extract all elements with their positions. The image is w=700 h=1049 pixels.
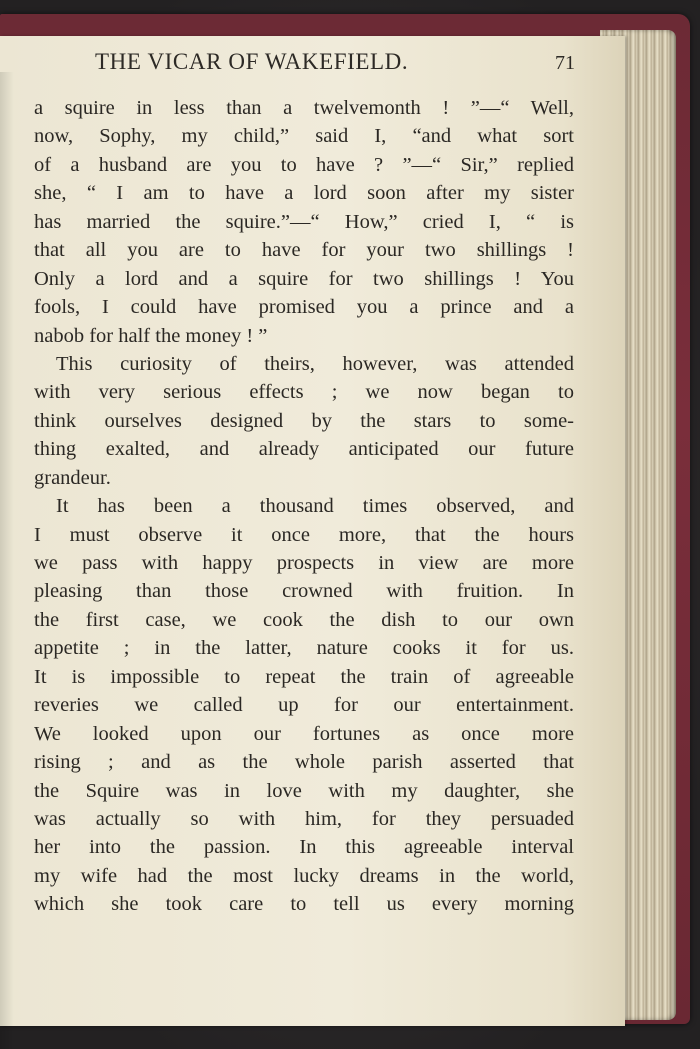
text-line: It has been a thousand times observed, and [56, 495, 574, 518]
page-header [95, 49, 575, 79]
page-number: 71 [555, 52, 575, 74]
text-line: was actually so with him, for they persuaded [34, 807, 574, 830]
text-line: with very serious effects ; we now began to [34, 381, 574, 404]
text-line: Only a lord and a squire for two shillings ! You [34, 267, 574, 290]
text-line: now, Sophy, my child,” said I, “and what sort [34, 125, 574, 148]
text-line: We looked upon our fortunes as once more [34, 722, 574, 745]
text-line: appetite ; in the latter, nature cooks it for us. [34, 637, 574, 660]
spine-shadow [0, 72, 14, 1049]
text-line: This curiosity of theirs, however, was attended [56, 352, 574, 375]
text-line: thing exalted, and already anticipated our future [34, 438, 574, 461]
body-text [34, 94, 574, 919]
text-line: her into the passion. In this agreeable interval [34, 836, 574, 859]
text-line: we pass with happy prospects in view are more [34, 552, 574, 574]
text-line: which she took care to tell us every morning [34, 893, 574, 916]
text-line: she, “ I am to have a lord soon after my sister [34, 182, 574, 205]
text-line: I must observe it once more, that the hours [34, 523, 574, 546]
text-line: of a husband are you to have ? ”—“ Sir,” replied [34, 153, 574, 176]
text-line: fools, I could have promised you a prince and a [34, 296, 574, 319]
text-line: pleasing than those crowned with fruition. In [34, 580, 574, 603]
text-line: a squire in less than a twelvemonth ! ”—“ Well, [34, 97, 574, 119]
text-line: It is impossible to repeat the train of agreeable [34, 665, 574, 688]
running-title: THE VICAR OF WAKEFIELD. [95, 49, 409, 74]
text-line: reveries we called up for our entertainment. [34, 694, 574, 717]
text-line: that all you are to have for your two shillings ! [34, 239, 574, 262]
text-line: grandeur. [34, 466, 111, 489]
text-line: has married the squire.”—“ How,” cried I, “ is [34, 210, 574, 233]
text-line: nabob for half the money ! ” [34, 324, 268, 347]
text-line: the first case, we cook the dish to our own [34, 608, 574, 631]
text-line: the Squire was in love with my daughter, she [34, 779, 574, 802]
text-line: my wife had the most lucky dreams in the world, [34, 864, 574, 887]
text-line: rising ; and as the whole parish asserted that [34, 751, 574, 774]
text-line: think ourselves designed by the stars to some- [34, 409, 574, 432]
